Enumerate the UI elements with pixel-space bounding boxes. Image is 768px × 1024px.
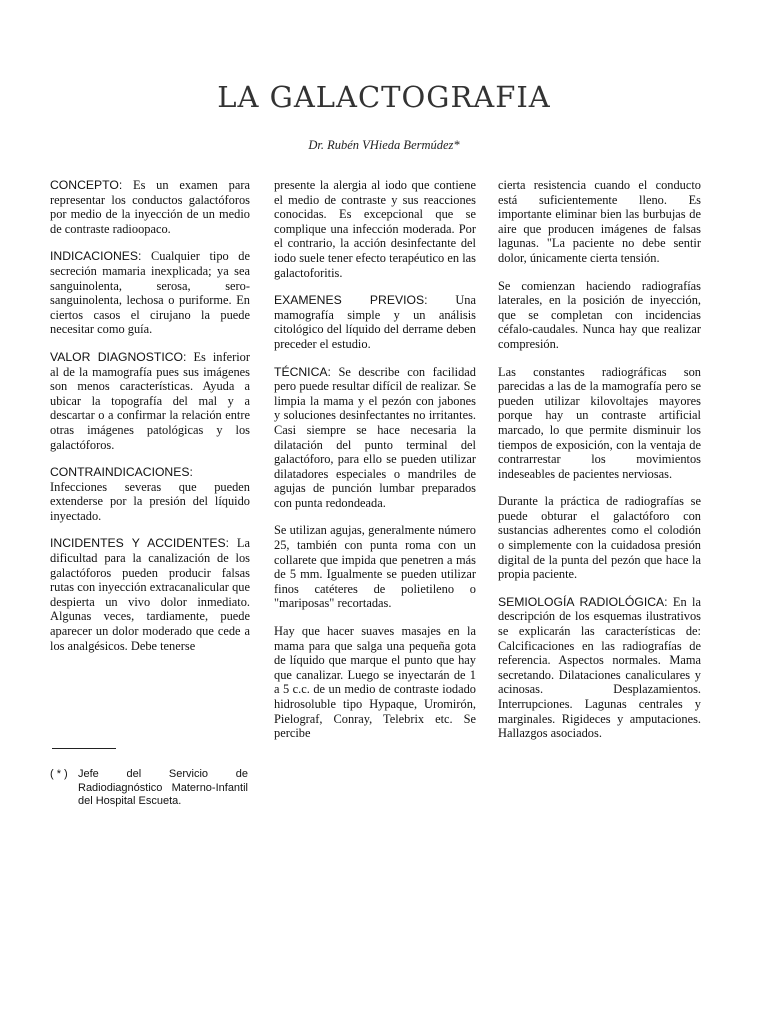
paragraph-text: Las constantes radiográficas son parecidas a las de la mamografía pero se pueden utilizar kilovoltajes mayores porque hay un contraste artificial marcado, lo que permite disminuir los tiempos de exposición, con la ventaja de contrarrestar los movimientos indeseables de pacientes nerviosas. [498, 364, 701, 481]
paragraph-text: En la descripción de los esquemas ilustrativos se explicarán las características de: Calcificaciones en las radiografías de referencia. Aspectos normales. Mama secretando. Dilataciones canaliculares y acinosas. Desplazamientos. Interrupciones. Lagunas centrales y marginales. Rigideces y amputaciones. Hallazgos asociados. [498, 594, 701, 741]
paragraph-text: cierta resistencia cuando el conducto está suficientemente lleno. Es importante eliminar bien las burbujas de aire que producen imágenes de falsas lagunas. "La paciente no debe sentir dolor, únicamente cierta tensión. [498, 178, 701, 265]
section-heading: TÉCNICA: [274, 364, 331, 379]
paragraph [274, 178, 476, 280]
paragraph [274, 365, 476, 511]
section-heading: INDICACIONES: [50, 249, 142, 264]
section-heading: EXAMENES PREVIOS: [274, 293, 428, 308]
footnote-divider [52, 748, 116, 749]
section-heading: VALOR DIAGNOSTICO: [50, 349, 187, 364]
paragraph [498, 365, 701, 482]
paragraph-text: Es inferior al de la mamografía pues sus imágenes son menos características. Ayuda a ubicar la topografía del mal y a descartar o a confirmar la relación entre otras imágenes patológicas y los galactóforos. [50, 349, 250, 452]
paragraph-text: La dificultad para la canalización de los galactóforos pueden producir falsas rutas con inyección extracanalicular que despierta un vivo dolor inmediato. Algunas veces, tardiamente, puede aparecer un dolor moderado que cede a los analgésicos. Debe tenerse [50, 536, 250, 653]
paragraph [498, 494, 701, 582]
paragraph [274, 293, 476, 351]
paragraph-text: Cualquier tipo de secreción mamaria inexplicada; ya sea sanguinolenta, serosa, sero-sanguinolenta, lechosa o puriforme. En ciertos casos el cirujano la puede necesitar como guía. [50, 249, 250, 337]
section-heading: SEMIOLOGÍA RADIOLÓGICA: [498, 594, 668, 609]
paragraph-text: Hay que hacer suaves masajes en la mama para que salga una pequeña gota de líquido que marque el punto que hay que canalizar. Luego se inyectarán de 1 a 5 c.c. de un medio de contraste iodado hidrosoluble tipo Hypaque, Uromirón, Pielograf, Conray, Telebrix etc. Se percibe [274, 624, 476, 741]
section-heading: CONTRAINDICACIONES: [50, 465, 193, 480]
paragraph [50, 178, 250, 236]
paragraph [498, 595, 701, 741]
paragraph-text: Infecciones severas que pueden extenderse por la presión del líquido inyectado. [50, 479, 250, 523]
paragraph-text: Se comienzan haciendo radiografías laterales, en la posición de inyección, que se completan con incidencias céfalo-caudales. Nunca hay que realizar compresión. [498, 278, 701, 351]
footnote [50, 768, 252, 809]
paragraph [498, 279, 701, 352]
footnote-text: Jefe del Servicio de Radiodiagnóstico Materno-Infantil del Hospital Escueta. [78, 768, 248, 808]
text-column-2 [274, 178, 476, 754]
author-line: Dr. Rubén VHieda Bermúdez* [308, 138, 460, 152]
paragraph [50, 465, 250, 523]
section-heading: INCIDENTES Y ACCIDENTES: [50, 536, 230, 551]
paragraph [498, 178, 701, 266]
paragraph-text: Se utilizan agujas, generalmente número 25, también con punta roma con un collarete que impida que penetren a más de 5 mm. Igualmente se pueden utilizar finos catéteres de polietileno o "mariposas" recortadas. [274, 523, 476, 611]
text-column-1 [50, 178, 250, 666]
paragraph-text: Una mamografía simple y un análisis citológico del líquido del derrame deben preceder el estudio. [274, 293, 476, 351]
paragraph [274, 523, 476, 611]
paragraph-text: Se describe con facilidad pero puede resultar difícil de realizar. Se limpia la mama y el pezón con jabones y soluciones desinfectantes no irritantes. Casi siempre se hace necesaria la dilatación del punto terminal del galactóforo, para ello se pueden utilizar dilatadores especiales o mandriles de agujas de punción lumbar preparados con punta redondeada. [274, 364, 476, 510]
text-column-3 [498, 178, 701, 754]
paragraph [50, 249, 250, 337]
paragraph-text: presente la alergia al iodo que contiene el medio de contraste y sus reacciones conocidas. Es excepcional que se complique una infección moderada. Por el contrario, la acción desinfectante del iodo suele tener efecto terapéutico en las galactoforitis. [274, 178, 476, 280]
paragraph-text: Es un examen para representar los conductos galactóforos por medio de la inyección de un medio de contraste radioopaco. [50, 178, 250, 236]
footnote-mark: ( * ) [50, 768, 68, 780]
paragraph-text: Durante la práctica de radiografías se puede obturar el galactóforo con sustancias adherentes como el colodión o simplemente con la cuidadosa presión digital de la punta del pezón que hace la propia paciente. [498, 494, 701, 582]
paragraph [274, 624, 476, 741]
section-heading: CONCEPTO: [50, 178, 123, 192]
paragraph [50, 350, 250, 452]
page-title: LA GALACTOGRAFIA [217, 80, 551, 114]
paragraph [50, 536, 250, 653]
